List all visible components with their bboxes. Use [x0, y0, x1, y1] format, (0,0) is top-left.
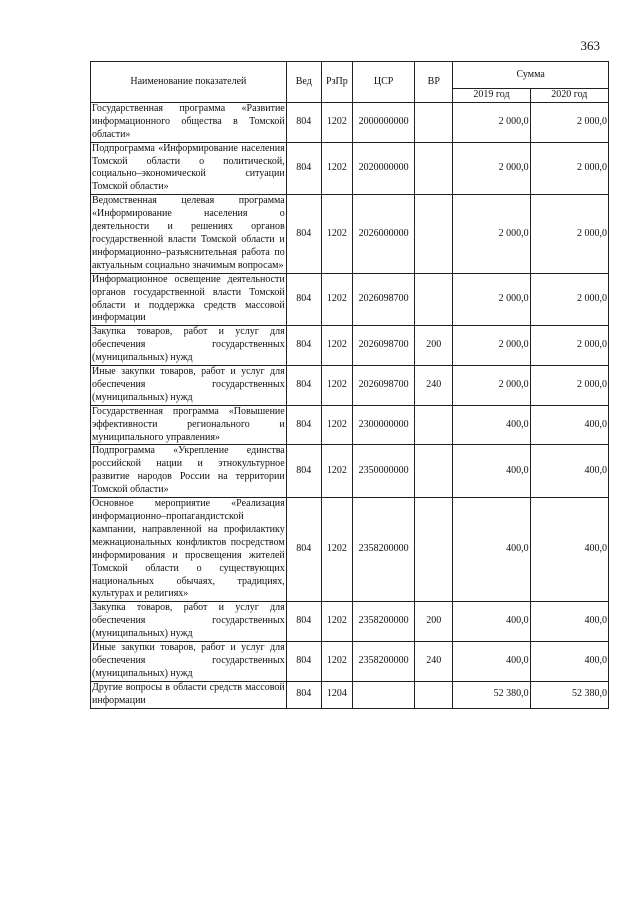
row-name-cell: Информационное освещение деятельности органов государственной власти Томской области и поддержка средств массовой информации [91, 273, 287, 326]
row-rzpr-cell: 1202 [321, 195, 352, 273]
row-vr-cell: 200 [415, 602, 453, 642]
row-rzpr-cell: 1202 [321, 602, 352, 642]
row-name-cell: Основное мероприятие «Реализация информационно–пропагандистской кампании, направленной на профилактику межнациональных конфликтов посредством информирования и просвещения жителей Томской области о существующих национальных обычаях, традициях, культурах и религиях» [91, 498, 287, 602]
row-ved-cell: 804 [286, 445, 321, 498]
row-name-cell: Государственная программа «Повышение эффективности регионального и муниципального управления» [91, 405, 287, 445]
row-vr-cell: 200 [415, 326, 453, 366]
header-ved: Вед [286, 62, 321, 103]
row-sum-2020-cell: 400,0 [530, 602, 608, 642]
row-ved-cell: 804 [286, 195, 321, 273]
header-year-2019: 2019 год [453, 89, 530, 103]
row-sum-2019-cell: 2 000,0 [453, 142, 530, 195]
row-sum-2020-cell: 2 000,0 [530, 326, 608, 366]
row-sum-2020-cell: 2 000,0 [530, 142, 608, 195]
row-sum-2019-cell: 400,0 [453, 405, 530, 445]
row-sum-2019-cell: 2 000,0 [453, 102, 530, 142]
row-csr-cell: 2026000000 [352, 195, 414, 273]
row-rzpr-cell: 1202 [321, 445, 352, 498]
row-ved-cell: 804 [286, 498, 321, 602]
row-sum-2020-cell: 400,0 [530, 405, 608, 445]
row-ved-cell: 804 [286, 366, 321, 406]
row-sum-2019-cell: 2 000,0 [453, 366, 530, 406]
row-name-cell: Государственная программа «Развитие информационного общества в Томской области» [91, 102, 287, 142]
row-csr-cell: 2026098700 [352, 326, 414, 366]
row-vr-cell [415, 142, 453, 195]
row-vr-cell: 240 [415, 366, 453, 406]
row-sum-2019-cell: 2 000,0 [453, 326, 530, 366]
page-number: 363 [580, 38, 600, 53]
row-sum-2019-cell: 52 380,0 [453, 681, 530, 708]
header-year-2020: 2020 год [530, 89, 608, 103]
row-csr-cell: 2358200000 [352, 498, 414, 602]
row-rzpr-cell: 1202 [321, 366, 352, 406]
row-sum-2020-cell: 400,0 [530, 445, 608, 498]
row-ved-cell: 804 [286, 405, 321, 445]
row-sum-2020-cell: 400,0 [530, 642, 608, 682]
row-sum-2020-cell: 2 000,0 [530, 102, 608, 142]
row-rzpr-cell: 1202 [321, 405, 352, 445]
table-row [91, 142, 609, 195]
row-rzpr-cell: 1202 [321, 142, 352, 195]
table-row [91, 445, 609, 498]
row-sum-2020-cell: 2 000,0 [530, 195, 608, 273]
row-csr-cell: 2000000000 [352, 102, 414, 142]
row-rzpr-cell: 1202 [321, 498, 352, 602]
row-csr-cell [352, 681, 414, 708]
row-vr-cell [415, 405, 453, 445]
row-csr-cell: 2358200000 [352, 642, 414, 682]
row-name-cell: Закупка товаров, работ и услуг для обеспечения государственных (муниципальных) нужд [91, 602, 287, 642]
row-sum-2019-cell: 400,0 [453, 642, 530, 682]
row-name-cell: Иные закупки товаров, работ и услуг для обеспечения государственных (муниципальных) нужд [91, 366, 287, 406]
row-sum-2019-cell: 400,0 [453, 445, 530, 498]
row-rzpr-cell: 1204 [321, 681, 352, 708]
budget-table [90, 61, 609, 709]
row-vr-cell [415, 445, 453, 498]
table-body [91, 102, 609, 708]
row-rzpr-cell: 1202 [321, 273, 352, 326]
row-csr-cell: 2026098700 [352, 366, 414, 406]
row-vr-cell [415, 195, 453, 273]
header-sum: Сумма [453, 62, 609, 89]
header-vr: ВР [415, 62, 453, 103]
row-ved-cell: 804 [286, 642, 321, 682]
row-ved-cell: 804 [286, 273, 321, 326]
header-name: Наименование показателей [91, 62, 287, 103]
row-sum-2019-cell: 2 000,0 [453, 195, 530, 273]
row-ved-cell: 804 [286, 681, 321, 708]
row-name-cell: Закупка товаров, работ и услуг для обеспечения государственных (муниципальных) нужд [91, 326, 287, 366]
row-rzpr-cell: 1202 [321, 102, 352, 142]
row-rzpr-cell: 1202 [321, 642, 352, 682]
row-name-cell: Другие вопросы в области средств массовой информации [91, 681, 287, 708]
table-row [91, 498, 609, 602]
row-name-cell: Подпрограмма «Укрепление единства российской нации и этнокультурное развитие народов России на территории Томской области» [91, 445, 287, 498]
table-row [91, 681, 609, 708]
table-row [91, 405, 609, 445]
row-name-cell: Иные закупки товаров, работ и услуг для обеспечения государственных (муниципальных) нужд [91, 642, 287, 682]
table-row [91, 326, 609, 366]
row-sum-2019-cell: 2 000,0 [453, 273, 530, 326]
row-rzpr-cell: 1202 [321, 326, 352, 366]
row-csr-cell: 2300000000 [352, 405, 414, 445]
row-vr-cell [415, 498, 453, 602]
row-ved-cell: 804 [286, 142, 321, 195]
row-vr-cell [415, 102, 453, 142]
row-sum-2020-cell: 400,0 [530, 498, 608, 602]
row-csr-cell: 2020000000 [352, 142, 414, 195]
row-vr-cell [415, 681, 453, 708]
table-row [91, 602, 609, 642]
row-csr-cell: 2350000000 [352, 445, 414, 498]
header-rzpr: РзПр [321, 62, 352, 103]
row-ved-cell: 804 [286, 102, 321, 142]
table-row [91, 273, 609, 326]
table-row [91, 642, 609, 682]
row-sum-2019-cell: 400,0 [453, 602, 530, 642]
row-ved-cell: 804 [286, 602, 321, 642]
table-row [91, 366, 609, 406]
row-sum-2019-cell: 400,0 [453, 498, 530, 602]
row-sum-2020-cell: 2 000,0 [530, 366, 608, 406]
row-name-cell: Подпрограмма «Информирование населения Томской области о политической, социально–экономической ситуации Томской области» [91, 142, 287, 195]
header-csr: ЦСР [352, 62, 414, 103]
row-csr-cell: 2026098700 [352, 273, 414, 326]
table-row [91, 102, 609, 142]
row-vr-cell [415, 273, 453, 326]
row-sum-2020-cell: 52 380,0 [530, 681, 608, 708]
table-row [91, 195, 609, 273]
row-name-cell: Ведомственная целевая программа «Информирование населения о деятельности и решениях органов государственной власти Томской области и информационно–разъяснительная работа по актуальным социально значимым вопросам» [91, 195, 287, 273]
row-ved-cell: 804 [286, 326, 321, 366]
row-vr-cell: 240 [415, 642, 453, 682]
row-sum-2020-cell: 2 000,0 [530, 273, 608, 326]
row-csr-cell: 2358200000 [352, 602, 414, 642]
